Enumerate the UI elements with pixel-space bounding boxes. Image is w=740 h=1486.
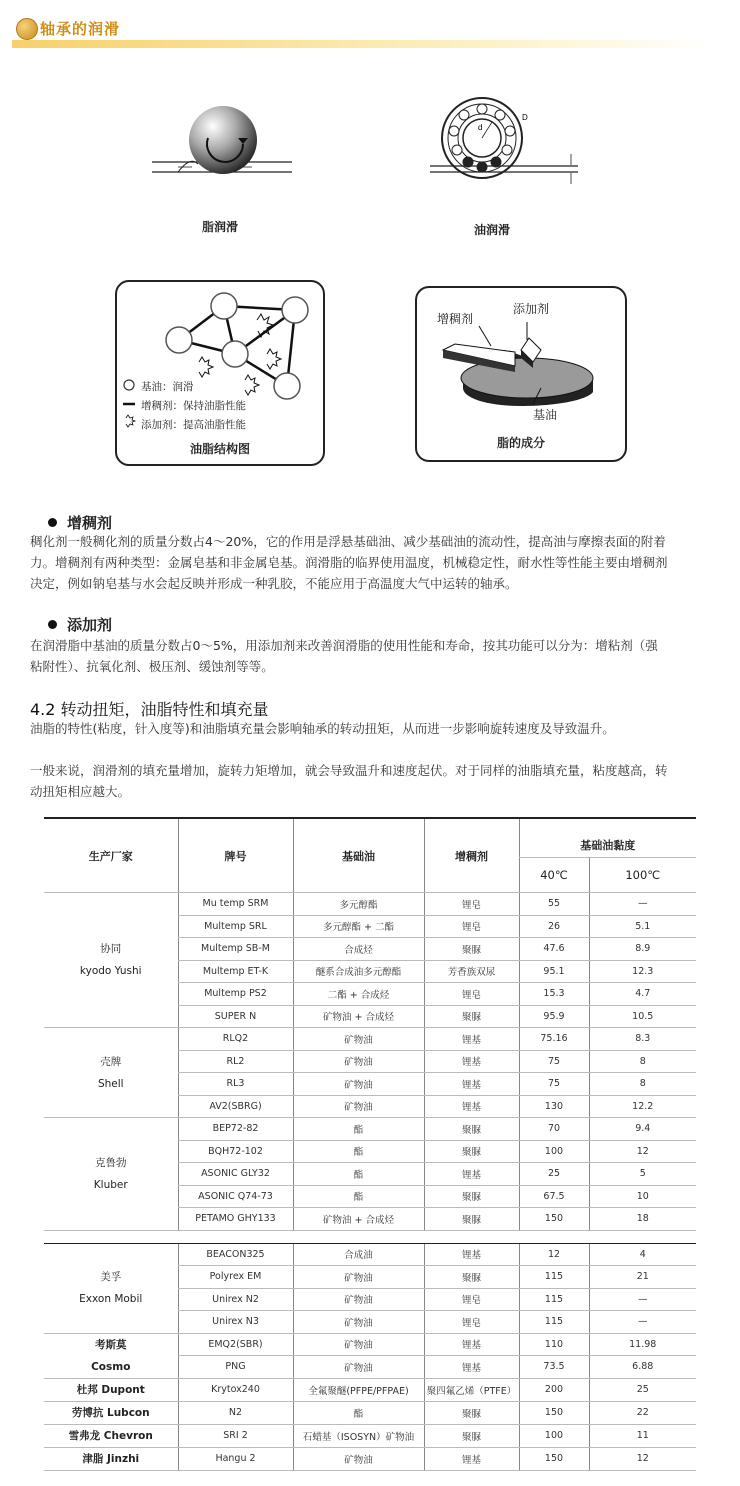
header-100c: 100℃	[589, 858, 696, 893]
base-oil-cell: 矿物油	[293, 1266, 424, 1289]
viscosity-100c-cell: 10	[589, 1185, 696, 1208]
maker-cell	[44, 1243, 178, 1333]
table-row	[44, 893, 696, 916]
base-oil-cell: 矿物油	[293, 1447, 424, 1470]
thickener-cell: 聚四氟乙烯（PTFE）	[424, 1378, 519, 1401]
grease-spec-table	[44, 817, 696, 1471]
thickener-cell: 聚脲	[424, 1266, 519, 1289]
group-spacer-row	[44, 1230, 696, 1243]
table-row	[44, 1118, 696, 1141]
legend-base-oil: 基油：润滑	[141, 381, 194, 393]
base-oil-cell: 全氟聚醚(PFPE/PFPAE)	[293, 1378, 424, 1401]
thickener-cell: 锂基	[424, 1356, 519, 1379]
thickener-title: 增稠剂	[67, 514, 113, 532]
brand-cell: Hangu 2	[178, 1447, 293, 1470]
base-oil-cell: 二酯 + 合成烃	[293, 983, 424, 1006]
paragraph-line: 动扭矩相应越大。	[30, 784, 131, 799]
viscosity-100c-cell: 10.5	[589, 1005, 696, 1028]
grease-composition-box	[415, 286, 627, 462]
viscosity-100c-cell: 21	[589, 1266, 696, 1289]
additive-paragraph	[30, 635, 722, 677]
paragraph-line: 决定，例如钠皂基与水会起反映并形成一种乳胶，不能应用于高温度大气中运转的轴承。	[30, 576, 518, 591]
viscosity-100c-cell: 18	[589, 1208, 696, 1231]
viscosity-40c-cell: 95.9	[519, 1005, 589, 1028]
maker-name: 克鲁勃	[95, 1156, 127, 1169]
header-bar	[12, 40, 712, 48]
thickener-paragraph	[30, 531, 722, 594]
maker-cell	[44, 1424, 178, 1447]
base-oil-cell: 酯	[293, 1140, 424, 1163]
header-40c: 40℃	[519, 858, 589, 893]
thickener-cell: 锂皂	[424, 915, 519, 938]
base-oil-cell: 酯	[293, 1163, 424, 1186]
viscosity-40c-cell: 100	[519, 1140, 589, 1163]
brand-cell: Krytox240	[178, 1378, 293, 1401]
brand-cell: Multemp SB-M	[178, 938, 293, 961]
base-oil-cell: 酯	[293, 1401, 424, 1424]
maker-name: Cosmo	[91, 1360, 131, 1373]
viscosity-100c-cell: 9.4	[589, 1118, 696, 1141]
table-row	[44, 1424, 696, 1447]
base-oil-cell: 矿物油	[293, 1333, 424, 1356]
base-oil-cell: 矿物油 + 合成烃	[293, 1005, 424, 1028]
thickener-cell: 锂皂	[424, 1288, 519, 1311]
maker-name: 雪弗龙 Chevron	[68, 1429, 153, 1442]
maker-cell	[44, 1333, 178, 1378]
thickener-cell: 锂基	[424, 1095, 519, 1118]
table-row	[44, 1447, 696, 1470]
thickener-cell: 锂基	[424, 1333, 519, 1356]
brand-cell: ASONIC Q74-73	[178, 1185, 293, 1208]
viscosity-100c-cell: 8.3	[589, 1028, 696, 1051]
thickener-cell: 聚脲	[424, 1424, 519, 1447]
brand-cell: Polyrex EM	[178, 1266, 293, 1289]
viscosity-100c-cell: 22	[589, 1401, 696, 1424]
base-oil-cell: 醚系合成油多元醇酯	[293, 960, 424, 983]
brand-cell: Unirex N2	[178, 1288, 293, 1311]
brand-cell: Unirex N3	[178, 1311, 293, 1334]
maker-name: 美孚	[100, 1271, 122, 1283]
brand-cell: Mu temp SRM	[178, 893, 293, 916]
viscosity-40c-cell: 115	[519, 1288, 589, 1311]
brand-cell: RL2	[178, 1050, 293, 1073]
viscosity-40c-cell: 130	[519, 1095, 589, 1118]
brand-cell: RL3	[178, 1073, 293, 1096]
thickener-cell: 锂基	[424, 1028, 519, 1051]
table-body	[44, 893, 696, 1471]
base-oil-cell: 矿物油	[293, 1095, 424, 1118]
table-row	[44, 1333, 696, 1356]
paragraph-blank	[30, 739, 722, 760]
brand-cell: SRI 2	[178, 1424, 293, 1447]
base-oil-cell: 矿物油	[293, 1288, 424, 1311]
base-oil-cell: 矿物油	[293, 1311, 424, 1334]
viscosity-100c-cell: 8.9	[589, 938, 696, 961]
base-oil-cell: 多元醇酯 + 二酯	[293, 915, 424, 938]
page-header	[12, 14, 712, 44]
viscosity-100c-cell: —	[589, 1311, 696, 1334]
viscosity-40c-cell: 25	[519, 1163, 589, 1186]
base-oil-cell: 酯	[293, 1185, 424, 1208]
brand-cell: EMQ2(SBR)	[178, 1333, 293, 1356]
brand-cell: N2	[178, 1401, 293, 1424]
viscosity-40c-cell: 47.6	[519, 938, 589, 961]
maker-name: 劳博抗 Lubcon	[71, 1406, 150, 1419]
table-row	[44, 1243, 696, 1266]
additive-title: 添加剂	[67, 616, 113, 634]
header-brand: 牌号	[178, 818, 293, 893]
paragraph-line: 在润滑脂中基油的质量分数占0～5%，用添加剂来改善润滑脂的使用性能和寿命，按其功能可以分为：增粘剂（强	[30, 638, 658, 653]
thickener-cell: 聚脲	[424, 1140, 519, 1163]
viscosity-100c-cell: 4	[589, 1243, 696, 1266]
maker-cell	[44, 1378, 178, 1401]
brand-cell: RLQ2	[178, 1028, 293, 1051]
viscosity-40c-cell: 115	[519, 1311, 589, 1334]
base-oil-cell: 矿物油	[293, 1028, 424, 1051]
thickener-heading	[48, 512, 112, 533]
viscosity-40c-cell: 150	[519, 1208, 589, 1231]
viscosity-100c-cell: 11.98	[589, 1333, 696, 1356]
brand-cell: SUPER N	[178, 1005, 293, 1028]
paragraph-line: 油脂的特性(粘度，针入度等)和油脂填充量会影响轴承的转动扭矩，从而进一步影响旋转速度及导致温升。	[30, 721, 615, 736]
oil-lubrication-figure	[430, 96, 580, 191]
grease-structure-box	[115, 280, 325, 466]
viscosity-100c-cell: 12.3	[589, 960, 696, 983]
torque-paragraph	[30, 718, 722, 802]
header-viscosity: 基础油黏度	[519, 818, 696, 858]
base-oil-cell: 合成烃	[293, 938, 424, 961]
maker-name: Exxon Mobil	[79, 1293, 143, 1305]
maker-name: 壳牌	[100, 1055, 122, 1068]
grease-structure-caption: 油脂结构图	[189, 442, 250, 456]
thickener-cell: 聚脲	[424, 1401, 519, 1424]
oil-lubrication-caption: 油润滑	[474, 223, 511, 237]
maker-name: 津脂 Jinzhi	[82, 1452, 140, 1465]
thickener-cell: 锂皂	[424, 893, 519, 916]
grease-structure-diagram	[117, 282, 323, 464]
viscosity-40c-cell: 150	[519, 1401, 589, 1424]
brand-cell: BQH72-102	[178, 1140, 293, 1163]
viscosity-40c-cell: 67.5	[519, 1185, 589, 1208]
thickener-cell: 锂基	[424, 1050, 519, 1073]
grease-composition-caption: 脂的成分	[496, 436, 545, 450]
viscosity-100c-cell: 12	[589, 1447, 696, 1470]
viscosity-100c-cell: —	[589, 893, 696, 916]
brand-cell: Multemp PS2	[178, 983, 293, 1006]
base-oil-cell: 矿物油	[293, 1356, 424, 1379]
viscosity-100c-cell: 25	[589, 1378, 696, 1401]
header-thickener: 增稠剂	[424, 818, 519, 893]
maker-name: 杜邦 Dupont	[76, 1383, 145, 1396]
viscosity-40c-cell: 75	[519, 1050, 589, 1073]
viscosity-40c-cell: 12	[519, 1243, 589, 1266]
viscosity-40c-cell: 75	[519, 1073, 589, 1096]
base-oil-cell: 酯	[293, 1118, 424, 1141]
outer-diameter-label: D	[522, 113, 528, 122]
table-row	[44, 1401, 696, 1424]
maker-cell	[44, 1447, 178, 1470]
header-base-oil: 基础油	[293, 818, 424, 893]
base-oil-cell: 多元醇酯	[293, 893, 424, 916]
inner-diameter-label: d	[478, 123, 483, 132]
viscosity-40c-cell: 70	[519, 1118, 589, 1141]
brand-cell: Multemp ET-K	[178, 960, 293, 983]
maker-name: Kluber	[93, 1178, 128, 1191]
viscosity-100c-cell: —	[589, 1288, 696, 1311]
thickener-cell: 锂基	[424, 1243, 519, 1266]
brand-cell: PETAMO GHY133	[178, 1208, 293, 1231]
viscosity-100c-cell: 12.2	[589, 1095, 696, 1118]
thickener-cell: 聚脲	[424, 1185, 519, 1208]
paragraph-line: 力。增稠剂有两种类型：金属皂基和非金属皂基。润滑脂的临界使用温度，机械稳定性，耐水性等性能主要由增稠剂	[30, 555, 668, 570]
paragraph-line: 一般来说，润滑剂的填充量增加，旋转力矩增加，就会导致温升和速度起伏。对于同样的油脂填充量，粘度越高，转	[30, 763, 668, 778]
pie-label-additive: 添加剂	[513, 302, 550, 316]
maker-name: kyodo Yushi	[79, 965, 142, 977]
thickener-cell: 芳香族双尿	[424, 960, 519, 983]
bullet-icon	[48, 620, 57, 629]
brand-cell: BEACON325	[178, 1243, 293, 1266]
base-oil-cell: 矿物油 + 合成烃	[293, 1208, 424, 1231]
thickener-cell: 聚脲	[424, 1208, 519, 1231]
paragraph-line: 粘附性）、抗氧化剂、极压剂、缓蚀剂等等。	[30, 659, 274, 674]
brand-cell: Multemp SRL	[178, 915, 293, 938]
viscosity-40c-cell: 110	[519, 1333, 589, 1356]
maker-name: 协同	[100, 943, 122, 955]
viscosity-40c-cell: 150	[519, 1447, 589, 1470]
viscosity-100c-cell: 11	[589, 1424, 696, 1447]
viscosity-100c-cell: 12	[589, 1140, 696, 1163]
bullet-icon	[48, 518, 57, 527]
page-title: 轴承的润滑	[40, 20, 121, 38]
pie-label-thickener: 增稠剂	[437, 312, 474, 326]
viscosity-40c-cell: 26	[519, 915, 589, 938]
base-oil-cell: 矿物油	[293, 1050, 424, 1073]
thickener-cell: 聚脲	[424, 1118, 519, 1141]
brand-cell: ASONIC GLY32	[178, 1163, 293, 1186]
viscosity-40c-cell: 15.3	[519, 983, 589, 1006]
maker-cell	[44, 1028, 178, 1118]
maker-name: Shell	[97, 1077, 124, 1090]
additive-heading	[48, 614, 112, 635]
legend-thickener: 增稠剂：保持油脂性能	[141, 400, 246, 412]
viscosity-100c-cell: 5	[589, 1163, 696, 1186]
thickener-cell: 聚脲	[424, 1005, 519, 1028]
brand-cell: PNG	[178, 1356, 293, 1379]
paragraph-line: 稠化剂一般稠化剂的质量分数占4～20%，它的作用是浮悬基础油、减少基础油的流动性，提高油与摩擦表面的附着	[30, 534, 666, 549]
viscosity-40c-cell: 200	[519, 1378, 589, 1401]
maker-cell	[44, 1118, 178, 1231]
viscosity-40c-cell: 73.5	[519, 1356, 589, 1379]
torque-section-title: 4.2 转动扭矩，油脂特性和填充量	[30, 700, 269, 719]
table-row	[44, 1378, 696, 1401]
brand-cell: AV2(SBRG)	[178, 1095, 293, 1118]
header-maker: 生产厂家	[44, 818, 178, 893]
thickener-cell: 锂皂	[424, 983, 519, 1006]
base-oil-cell: 石蜡基（ISOSYN）矿物油	[293, 1424, 424, 1447]
thickener-cell: 聚脲	[424, 938, 519, 961]
table-row	[44, 1028, 696, 1051]
base-oil-cell: 合成油	[293, 1243, 424, 1266]
pie-label-base-oil: 基油	[533, 408, 558, 422]
grease-lubrication-figure	[148, 100, 298, 190]
maker-cell	[44, 893, 178, 1028]
bearing-logo-icon	[16, 18, 38, 40]
viscosity-100c-cell: 4.7	[589, 983, 696, 1006]
viscosity-40c-cell: 115	[519, 1266, 589, 1289]
spacer-cell	[44, 1230, 696, 1243]
thickener-cell: 锂基	[424, 1447, 519, 1470]
legend-additive: 添加剂：提高油脂性能	[141, 419, 246, 431]
grease-lubrication-caption: 脂润滑	[202, 220, 239, 234]
thickener-cell: 锂基	[424, 1163, 519, 1186]
viscosity-100c-cell: 8	[589, 1050, 696, 1073]
base-oil-cell: 矿物油	[293, 1073, 424, 1096]
viscosity-40c-cell: 100	[519, 1424, 589, 1447]
viscosity-40c-cell: 95.1	[519, 960, 589, 983]
viscosity-100c-cell: 8	[589, 1073, 696, 1096]
thickener-cell: 锂皂	[424, 1311, 519, 1334]
brand-cell: BEP72-82	[178, 1118, 293, 1141]
maker-cell	[44, 1401, 178, 1424]
maker-name: 考斯莫	[95, 1338, 127, 1351]
viscosity-100c-cell: 5.1	[589, 915, 696, 938]
viscosity-100c-cell: 6.88	[589, 1356, 696, 1379]
viscosity-40c-cell: 75.16	[519, 1028, 589, 1051]
thickener-cell: 锂基	[424, 1073, 519, 1096]
viscosity-40c-cell: 55	[519, 893, 589, 916]
